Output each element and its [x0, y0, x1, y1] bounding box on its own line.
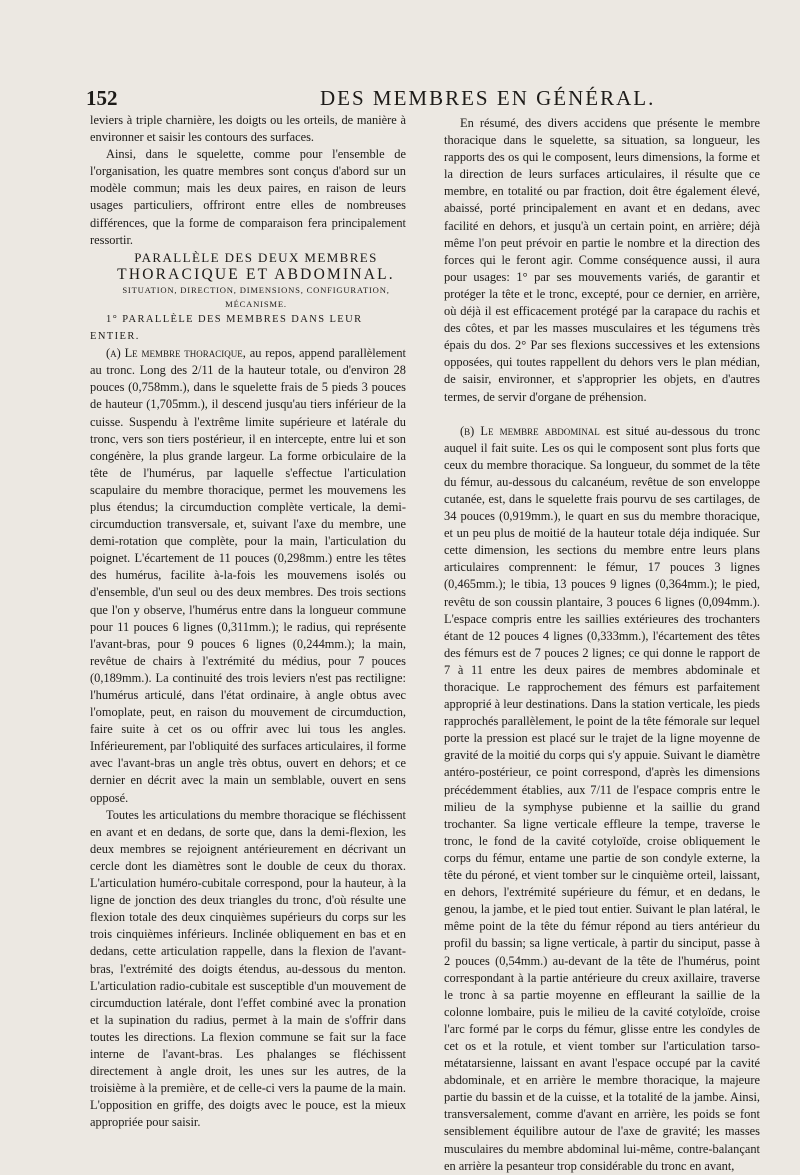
left-column	[90, 112, 406, 1132]
paragraph	[444, 423, 760, 1175]
paragraph-label: (a) Le membre thoracique	[106, 346, 243, 361]
subsection-heading: 1° PARALLÈLE DES MEMBRES DANS LEUR ENTIER.	[90, 313, 363, 343]
paragraph: leviers à triple charnière, les doigts ou les orteils, de manière à environner et saisir les contours des surfaces.	[90, 113, 406, 145]
section-title: PARALLÈLE DES DEUX MEMBRES	[134, 249, 378, 265]
running-head: DES MEMBRES EN GÉNÉRAL.	[320, 86, 656, 110]
section-subtitle: MÉCANISME.	[225, 298, 287, 309]
paragraph: En résumé, des divers accidens que présente le membre thoracique dans le squelette, sa situation, sa longueur, les rapports des os qui le composent, leurs dimensions, la forme et la direction de leurs surfaces articulaires, il résulte que ce membre, en totalité ou par fraction, doit être également élevé, abaissé, porté principalement en avant et en dedans, avec facilité en dehors, et jusqu'à un certain point, en arrière; déjà même l'on peut prévoir en partie le nombre et la direction des forces qui le feront agir. Comme conséquence aussi, il aura pour usages: 1° par ses mouvements variés, de garantir et protéger la tête et le tronc, excepté, pour ce dernier, en arrière, où déjà il est efficacement protégé par la carapace du rachis et des côtes, et par les masses musculaires et les tégumens très épais du dos. 2° Par ses flexions successives et les extensions opposées, qui toutes rappellent du dehors vers le plan médian, de saisir, environner, et s'approprier les objets, en d'autres termes, de servir d'organe de préhension.	[444, 116, 760, 404]
page-number: 152	[86, 86, 118, 110]
section-subtitle: SITUATION, DIRECTION, DIMENSIONS, CONFIGURATION,	[122, 284, 390, 295]
paragraph: Toutes les articulations du membre thoracique se fléchissent en avant et en dedans, de sorte que, dans la demi-flexion, les deux membres se rejoignent antérieurement en décrivant un cercle dont les diamètres sont le double de ceux du thorax. L'articulation huméro-cubitale correspond, pour la hauteur, à la ligne de jonction des deux triangles du tronc, d'où résulte une flexion totale des deux cinquièmes supérieurs du corps sur les trois cinquièmes inférieurs. Inclinée obliquement en bas et en dedans, cette articulation rappelle, dans la flexion de l'avant-bras, l'extrémité des doigts étendus, au-dessous du menton. L'articulation radio-cubitale est susceptible d'un mouvement de circumduction latérale, dont l'effet combiné avec la pronation et la supination du radius, permet à la main de s'offrir dans toutes les directions. La flexion commune se fait sur la face interne de l'avant-bras. Les phalanges se fléchissent directement à angle droit, les unes sur les autres, de la troisième à la première, et de celle-ci vers la paume de la main. L'opposition en griffe, des doigts avec le pouce, est la mieux appropriée pour saisir.	[90, 807, 406, 1130]
paragraph	[90, 345, 406, 807]
paragraph-text: est situé au-dessous du tronc auquel il fait suite. Les os qui le composent sont plus forts que ceux du membre thoracique. Sa longueur, du sommet de la tête du fémur, au-dessous du calcanéum, revêtue de son enveloppe cutanée, est, dans le squelette frais pourvu de ses cartilages, de 34 pouces (0,919mm.), le quart en sus du membre thoracique, et un peu plus de moitié de la hauteur totale déja indiquée. Sur cette dimension, les sections du membre entre leurs plans articulaires comprennent: le fémur, 17 pouces 3 lignes (0,465mm.); le tibia, 13 pouces 9 lignes (0,364mm.); le pied, revêtu de son coussin plantaire, 3 pouces 6 lignes (0,094mm.). L'espace compris entre les saillies extérieures des trochanters étant de 12 pouces 4 lignes (0,333mm.), l'écartement des têtes des fémurs est de 7 pouces 2 lignes; ce qui donne le rapport de 7 à 11 entre les deux paires de membres abdominale et thoracique. Le rapprochement des fémurs est parfaitement approprié à leur destinations. Dans la station verticale, les pieds rapprochés parallèlement, le point de la tête fémorale sur lequel porte la pression est placé sur le trajet de la ligne moyenne de gravité de la moitié du corps qui s'y appuie. Suivant le diamètre antéro-postérieur, ce point correspond, d'après les dimensions précédemment établies, aux 7/11 de l'espace compris entre le milieu de la symphyse pubienne et la saillie du grand trochanter. Sa ligne verticale effleure la tempe, traverse le tronc, le fond de la cavité cotyloïde, croise obliquement le corps du fémur, entame une partie de son condyle externe, la tête du péroné, et vient tomber sur le cinquième orteil, laissant, en dehors, l'extrémité supérieure du fémur, et en dedans, le genou, la jambe, et le pied tout entier. Suivant le plan latéral, le même point de la tête du fémur répond au tiers antérieur du profil du bassin; sa ligne verticale, à partir du sinciput, passe à 2 pouces (0,54mm.) au-devant de la tête de l'humérus, point correspondant à la partie antérieure du creux axillaire, traverse le tronc à sa partie moyenne en effleurant la saillie de la colonne lombaire, puis le milieu de la cavité cotyloïde, croise l'arc formé par le corps du fémur, glisse entre les condyles de cet os et la rotule, et vient tomber sur l'articulation tarso-métatarsienne, laissant en avant l'espace occupé par la cavité abdominale, et en arrière le membre thoracique, la majeure partie du bassin et de la cuisse, et la totalité de la jambe. Ainsi, transversalement, comme d'avant en arrière, les poids se font sensiblement équilibre autour de l'axe de gravité; les masses musculaires du membre abdominal lui-même, contre-balançant en arrière la pesanteur trop considérable du tronc en avant,	[444, 423, 760, 1173]
section-title: THORACIQUE ET ABDOMINAL.	[117, 265, 395, 283]
page-header	[0, 86, 800, 110]
paragraph-label: (b) Le membre abdominal	[460, 423, 600, 438]
right-column	[444, 115, 760, 1173]
paragraph-text: , au repos, append parallèlement au tronc. Long des 2/11 de la hauteur totale, ou d'environ 28 pouces (0,758mm.), dans le squelette frais de 5 pieds 3 pouces de hauteur (1,705mm.), il descend jusqu'au tiers inférieur de la cuisse. Suspendu à l'extrême limite supérieure et latérale du tronc, vers son tiers postérieur, il en intercepte, entre lui et son congénère, la plus grande largeur. La forme orbiculaire de la tête de l'humérus, par laquelle s'effectue l'articulation scapulaire du membre thoracique, permet les mouvemens les plus étendus; la circumduction complète verticale, la demi-circumduction transversale, et, suivant l'axe du membre, une demi-rotation que complète, pour la main, l'articulation du poignet. L'écartement de 11 pouces (0,298mm.) entre les têtes des humérus, facilite à-la-fois les mouvemens isolés ou d'ensemble, d'un seul ou des deux membres. Des trois sections que l'on y observe, l'humérus entre dans la longueur commune pour 11 pouces 6 lignes (0,311mm.); le radius, qui représente l'avant-bras, pour 9 pouces 6 lignes (0,244mm.); la main, revêtue de chairs à l'extrémité du médius, pour 7 pouces (0,189mm.). La continuité des trois leviers n'est pas rectiligne: l'humérus articulé, dans l'état ordinaire, à angle obtus avec l'omoplate, peut, en raison du mouvement de circumduction, faire suite à cet os ou offrir avec lui tous les angles. Inférieurement, par l'obliquité des surfaces articulaires, il forme avec l'avant-bras un angle très obtus, ouvert en dehors; et ce dernier en décrit avec la main un semblable, ouvert en sens opposé.	[90, 346, 406, 805]
paragraph: Ainsi, dans le squelette, comme pour l'ensemble de l'organisation, les quatre membres sont conçus d'abord sur un modèle commun; mais les deux paires, en raison de leurs usages particuliers, offriront entre elles de nombreuses différences, que la forme de comparaison fera principalement ressortir.	[90, 147, 406, 247]
